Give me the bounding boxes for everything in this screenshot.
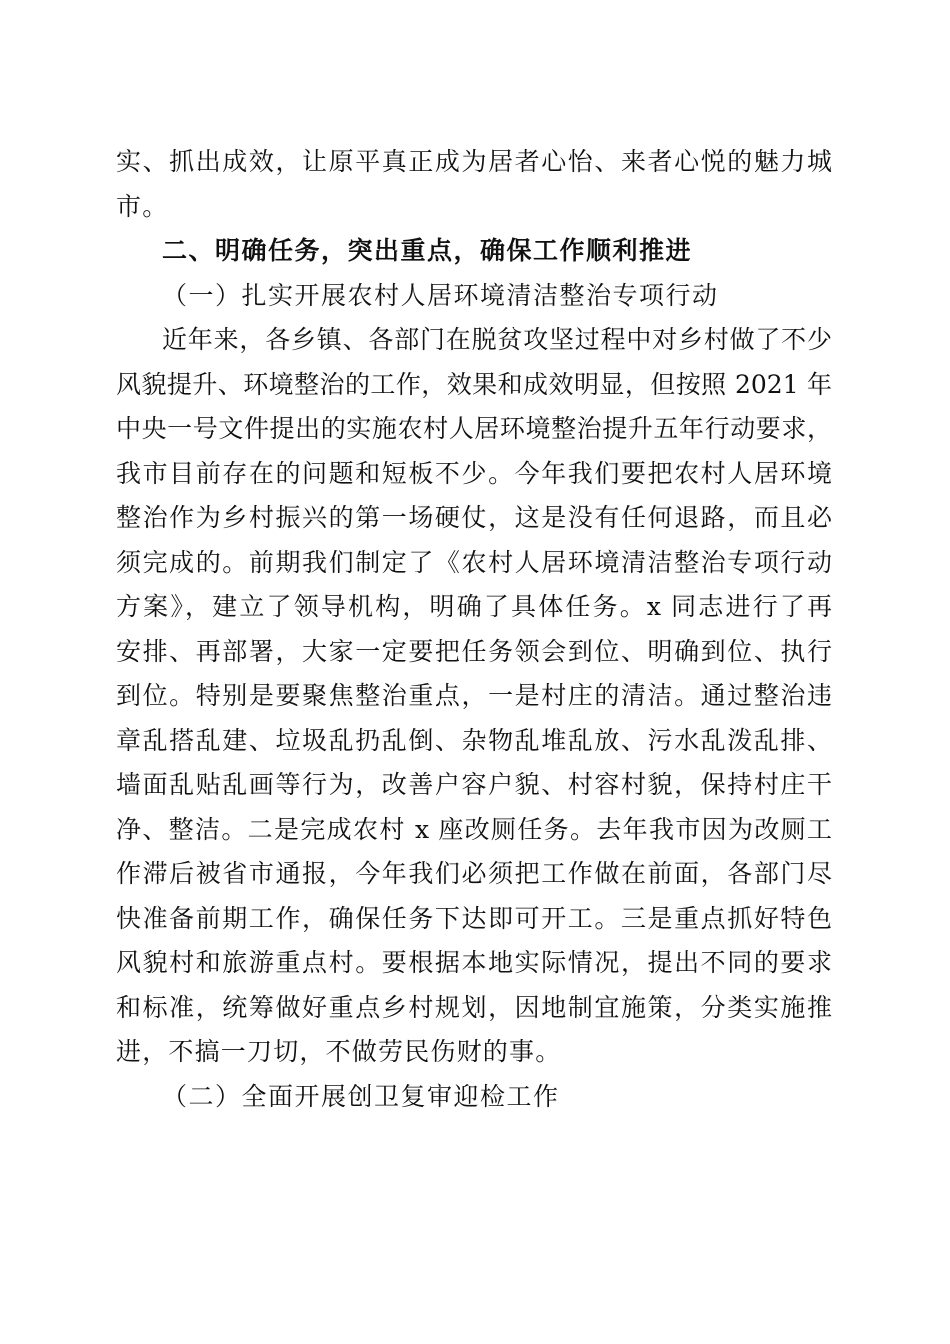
paragraph-line: 近年来，各乡镇、各部门在脱贫攻坚过程中对乡村做了不少 bbox=[162, 325, 832, 354]
paragraph-line: 须完成的。前期我们制定了《农村人居环境清洁整治专项行动 bbox=[116, 547, 832, 577]
paragraph-line: 中央一号文件提出的实施农村人居环境整治提升五年行动要求， bbox=[116, 414, 832, 443]
subsection-heading: （一）扎实开展农村人居环境清洁整治专项行动 bbox=[162, 280, 719, 310]
paragraph-line: 墙面乱贴乱画等行为，改善户容户貌、村容村貌，保持村庄干 bbox=[116, 770, 832, 799]
paragraph-line: 市。 bbox=[116, 191, 169, 221]
paragraph-line: 方案》，建立了领导机构，明确了具体任务。x 同志进行了再 bbox=[116, 592, 832, 621]
paragraph-line: 和标准，统筹做好重点乡村规划，因地制宜施策，分类实施推 bbox=[116, 992, 832, 1022]
document-body bbox=[116, 140, 832, 1119]
paragraph-line: 进，不搞一刀切，不做劳民伤财的事。 bbox=[116, 1037, 562, 1066]
section-heading: 二、明确任务，突出重点，确保工作顺利推进 bbox=[162, 236, 693, 265]
paragraph-line: 净、整洁。二是完成农村 x 座改厕任务。去年我市因为改厕工 bbox=[116, 814, 832, 844]
paragraph-line: 作滞后被省市通报，今年我们必须把工作做在前面，各部门尽 bbox=[116, 859, 832, 888]
paragraph-line: 章乱搭乱建、垃圾乱扔乱倒、杂物乱堆乱放、污水乱泼乱排、 bbox=[116, 725, 832, 755]
paragraph-line: 风貌村和旅游重点村。要根据本地实际情况，提出不同的要求 bbox=[116, 948, 832, 977]
paragraph-line: 安排、再部署，大家一定要把任务领会到位、明确到位、执行 bbox=[116, 636, 832, 666]
paragraph-line: 到位。特别是要聚焦整治重点，一是村庄的清洁。通过整治违 bbox=[116, 681, 832, 710]
paragraph-line: 实、抓出成效，让原平真正成为居者心怡、来者心悦的魅力城 bbox=[116, 147, 832, 176]
subsection-heading: （二）全面开展创卫复审迎检工作 bbox=[162, 1081, 560, 1111]
paragraph-line: 风貌提升、环境整治的工作，效果和成效明显，但按照 2021 年 bbox=[116, 369, 832, 399]
paragraph-line: 我市目前存在的问题和短板不少。今年我们要把农村人居环境 bbox=[116, 458, 832, 488]
paragraph-line: 快准备前期工作，确保任务下达即可开工。三是重点抓好特色 bbox=[116, 903, 832, 933]
paragraph-line: 整治作为乡村振兴的第一场硬仗，这是没有任何退路，而且必 bbox=[116, 503, 832, 532]
